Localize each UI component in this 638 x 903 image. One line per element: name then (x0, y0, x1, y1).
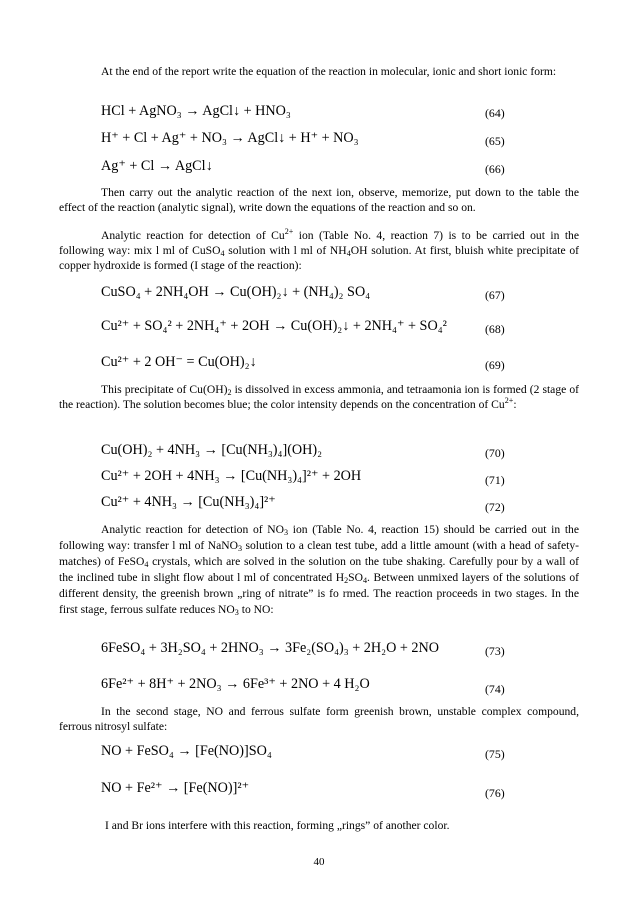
equation-number-75: (75) (485, 747, 505, 761)
equation-73: 6FeSO₄ + 3H₂SO₄ + 2HNO₃ → 3Fe₂(SO₄)₃ + 2H₂O + 2NO (101, 640, 439, 656)
paragraph-copper-dissolve: This precipitate of $Cu(OH)_2$ is dissolved in excess ammonia, and tetraamonia ion is formed (2 stage of the reaction). The solution becomes blue; the color intensity depends on the concentration of $Cu^{2+}$: (59, 383, 580, 411)
equation-64: HCl + AgNO₃ → AgCl↓ + HNO₃ (101, 103, 291, 119)
paragraph-interference: I and Br ions interfere with this reaction, forming „rings” of another color. (105, 819, 450, 832)
paragraph-nitrate-detection: Analytic reaction for detection of $NO_3$ ion (Table No. 4, reaction 15) should be carried out in the following way: transfer l ml of NaNO$_3$ solution to a clean test tube, add a little amount (with a head of safety-matches) of FeSO$_4$ crystals, which are solved in the solution on the tube shaking. Carefully pour by a wall of the inclined tube in slight flow about l ml of concentrated $H_2SO_4$. Between unmixed layers of the solutions of different density, the greenish brown „ring of nitrate” is fo rmed. The reaction proceeds in two stages. In the first stage, ferrous sulfate reduces $NO_3$ to NO: (59, 523, 580, 618)
paragraph-copper-detection: Analytic reaction for detection of $Cu^{2+}$ ion (Table No. 4, reaction 7) is to be carried out in the following way: mix l ml of CuSO$_4$ solution with l ml of $NH_4OH$ solution. At first, bluish white precipitate of copper hydroxide is formed (I stage of the reaction): (59, 227, 580, 272)
equation-number-69: (69) (485, 358, 505, 372)
equation-72: Cu²⁺ + 4NH₃ → [Cu(NH₃)₄]²⁺ (101, 494, 276, 510)
equation-number-64: (64) (485, 106, 505, 120)
equation-number-68: (68) (485, 322, 505, 336)
equation-number-72: (72) (485, 500, 505, 514)
equation-number-65: (65) (485, 134, 505, 148)
equation-76: NO + Fe²⁺ → [Fe(NO)]²⁺ (101, 780, 250, 796)
equation-number-71: (71) (485, 473, 505, 487)
equation-67: CuSO₄ + 2NH₄OH → Cu(OH)₂↓ + (NH₄)₂ SO₄ (101, 284, 371, 300)
equation-number-76: (76) (485, 786, 505, 800)
equation-71: Cu²⁺ + 2OH + 4NH₃ → [Cu(NH₃)₄]²⁺ + 2OH (101, 468, 362, 484)
equation-number-74: (74) (485, 682, 505, 696)
equation-70: Cu(OH)₂ + 4NH₃ → [Cu(NH₃)₄](OH)₂ (101, 442, 323, 458)
equation-66: Ag⁺ + Cl → AgCl↓ (101, 158, 213, 174)
equation-74: 6Fe²⁺ + 8H⁺ + 2NO₃ → 6Fe³⁺ + 2NO + 4 H₂O (101, 676, 370, 692)
paragraph-next-ion: Then carry out the analytic reaction of the next ion, observe, memorize, put down to the table the effect of the reaction (analytic signal), write down the equations of the reaction and so on. (59, 186, 579, 214)
equation-65: H⁺ + Cl + Ag⁺ + NO₃ → AgCl↓ + H⁺ + NO₃ (101, 130, 359, 146)
equation-number-67: (67) (485, 288, 505, 302)
equation-75: NO + FeSO₄ → [Fe(NO)]SO₄ (101, 743, 272, 759)
equation-68: Cu²⁺ + SO₄² + 2NH₄⁺ + 2OH → Cu(OH)₂↓ + 2NH₄⁺ + SO₄² (101, 318, 447, 334)
equation-number-66: (66) (485, 162, 505, 176)
page-number: 40 (313, 856, 325, 868)
equation-69: Cu²⁺ + 2 OH⁻ = Cu(OH)₂↓ (101, 354, 257, 370)
equation-number-70: (70) (485, 446, 505, 460)
paragraph-second-stage: In the second stage, NO and ferrous sulfate form greenish brown, unstable complex compound, ferrous nitrosyl sulfate: (59, 705, 579, 733)
equation-number-73: (73) (485, 644, 505, 658)
paragraph-intro: At the end of the report write the equation of the reaction in molecular, ionic and short ionic form: (101, 65, 557, 78)
